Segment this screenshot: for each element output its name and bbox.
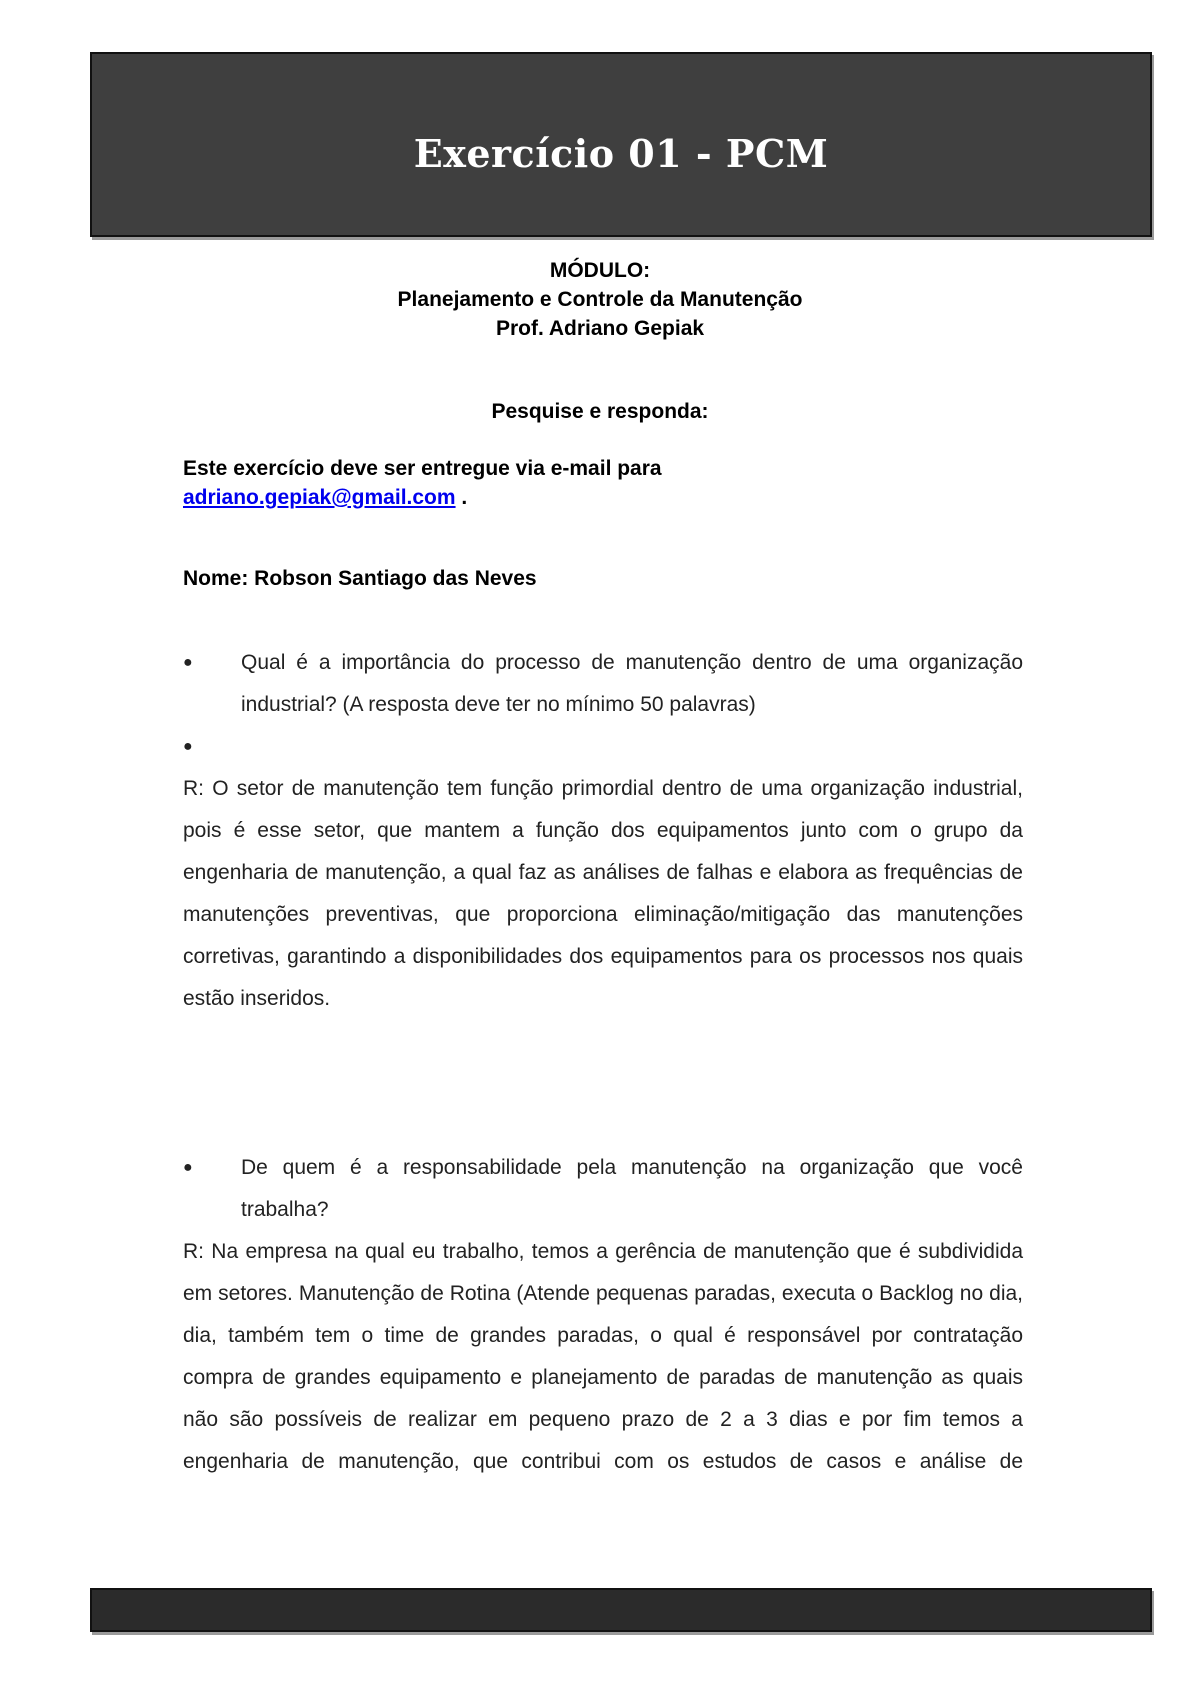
- module-info: [0, 256, 1200, 343]
- delivery-trailing-dot: .: [461, 486, 468, 509]
- instruction-text: Pesquise e responda:: [491, 400, 709, 423]
- delivery-text: Este exercício deve ser entregue via e-mail para: [183, 457, 662, 480]
- bullet-icon: ●: [183, 738, 193, 755]
- module-name: Planejamento e Controle da Manutenção: [397, 288, 803, 311]
- delivery-instructions: [183, 454, 1023, 512]
- answer-text: R: O setor de manutenção tem função primordial dentro de uma organização industrial, pois é esse setor, que mantem a função dos equipamentos junto com o grupo da engenharia de manutenção, a qual faz as análises de falhas e elabora as frequências de manutenções preventivas, que proporciona eliminação/mitigação das manutenções corretivas, garantindo a disponibilidades dos equipamentos para os processos nos quais estão inseridos.: [183, 777, 1023, 1010]
- professor-name: Prof. Adriano Gepiak: [495, 317, 705, 340]
- bullet-icon: ●: [183, 654, 193, 671]
- question-text: De quem é a responsabilidade pela manutenção na organização que você trabalha?: [241, 1156, 1023, 1221]
- answer-text: R: Na empresa na qual eu trabalho, temos a gerência de manutenção que é subdividida em setores. Manutenção de Rotina (Atende pequenas paradas, executa o Backlog no dia, dia, também tem o time de grandes paradas, o qual é responsável por contratação compra de grandes equipamento e planejamento de paradas de manutenção as quais não são possíveis de realizar em pequeno prazo de 2 a 3 dias e por fim temos a engenharia de manutenção, que contribui com os estudos de casos e análise de: [183, 1240, 1023, 1473]
- module-label: MÓDULO:: [549, 259, 651, 282]
- question-text: Qual é a importância do processo de manutenção dentro de uma organização industrial? (A resposta deve ter no mínimo 50 palavras): [241, 651, 1023, 716]
- question-item: [183, 1147, 1023, 1231]
- footer-banner: [90, 1588, 1152, 1632]
- email-link[interactable]: adriano.gepiak@gmail.com: [183, 486, 456, 509]
- bullet-icon: ●: [183, 1159, 193, 1176]
- document-title: Exercício 01 - PCM: [413, 131, 829, 176]
- student-name: Nome: Robson Santiago das Neves: [183, 567, 537, 590]
- header-banner: [90, 52, 1152, 237]
- question-item: [183, 642, 1023, 726]
